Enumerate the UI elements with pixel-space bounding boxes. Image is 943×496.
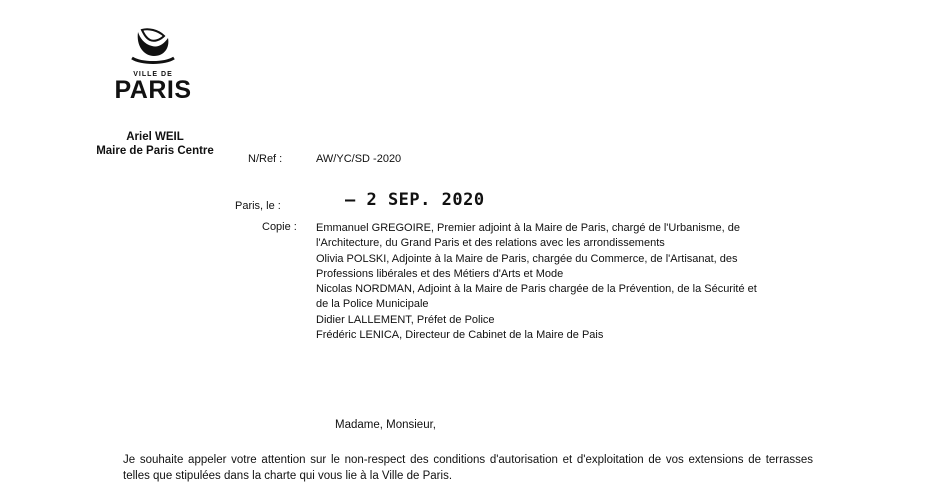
sender-name: Ariel WEIL [126,131,184,143]
copie-line: Emmanuel GREGOIRE, Premier adjoint à la Maire de Paris, chargé de l'Urbanisme, de [316,222,740,234]
copie-line: de la Police Municipale [316,298,429,311]
paris-ship-emblem-icon [128,24,178,70]
ref-label: N/Ref : [248,153,283,165]
sender-title: Maire de Paris Centre [96,145,214,157]
date-label: Paris, le : [235,200,281,212]
salutation: Madame, Monsieur, [335,419,436,431]
ref-value: AW/YC/SD -2020 [316,153,402,165]
copie-line: Nicolas NORDMAN, Adjoint à la Maire de Paris chargée de la Prévention, de la Sécurité et [316,283,757,296]
copie-line: l'Architecture, du Grand Paris et des relations avec les arrondissements [316,237,665,250]
ville-de-paris-logo [108,24,198,102]
logo-ville-de: VILLE DE [133,71,173,78]
copie-line: Frédéric LENICA, Directeur de Cabinet de la Maire de Pais [316,329,604,342]
body-paragraph: Je souhaite appeler votre attention sur le non-respect des conditions d'autorisation et d'exploitation de vos extensions de terrasses telles que stipulées dans la charte qui vous lie à la Ville de Paris. [123,454,813,482]
copie-line: Didier LALLEMENT, Préfet de Police [316,313,495,326]
copie-list [316,221,816,343]
copie-line: Professions libérales et des Métiers d'Arts et Mode [316,267,564,280]
logo-paris: PARIS [114,76,192,104]
sender-block [70,130,240,158]
copie-label: Copie : [262,221,297,233]
copie-line: Olivia POLSKI, Adjointe à la Maire de Paris, chargée du Commerce, de l'Artisanat, des [316,252,738,265]
date-value: – 2 SEP. 2020 [345,190,485,210]
